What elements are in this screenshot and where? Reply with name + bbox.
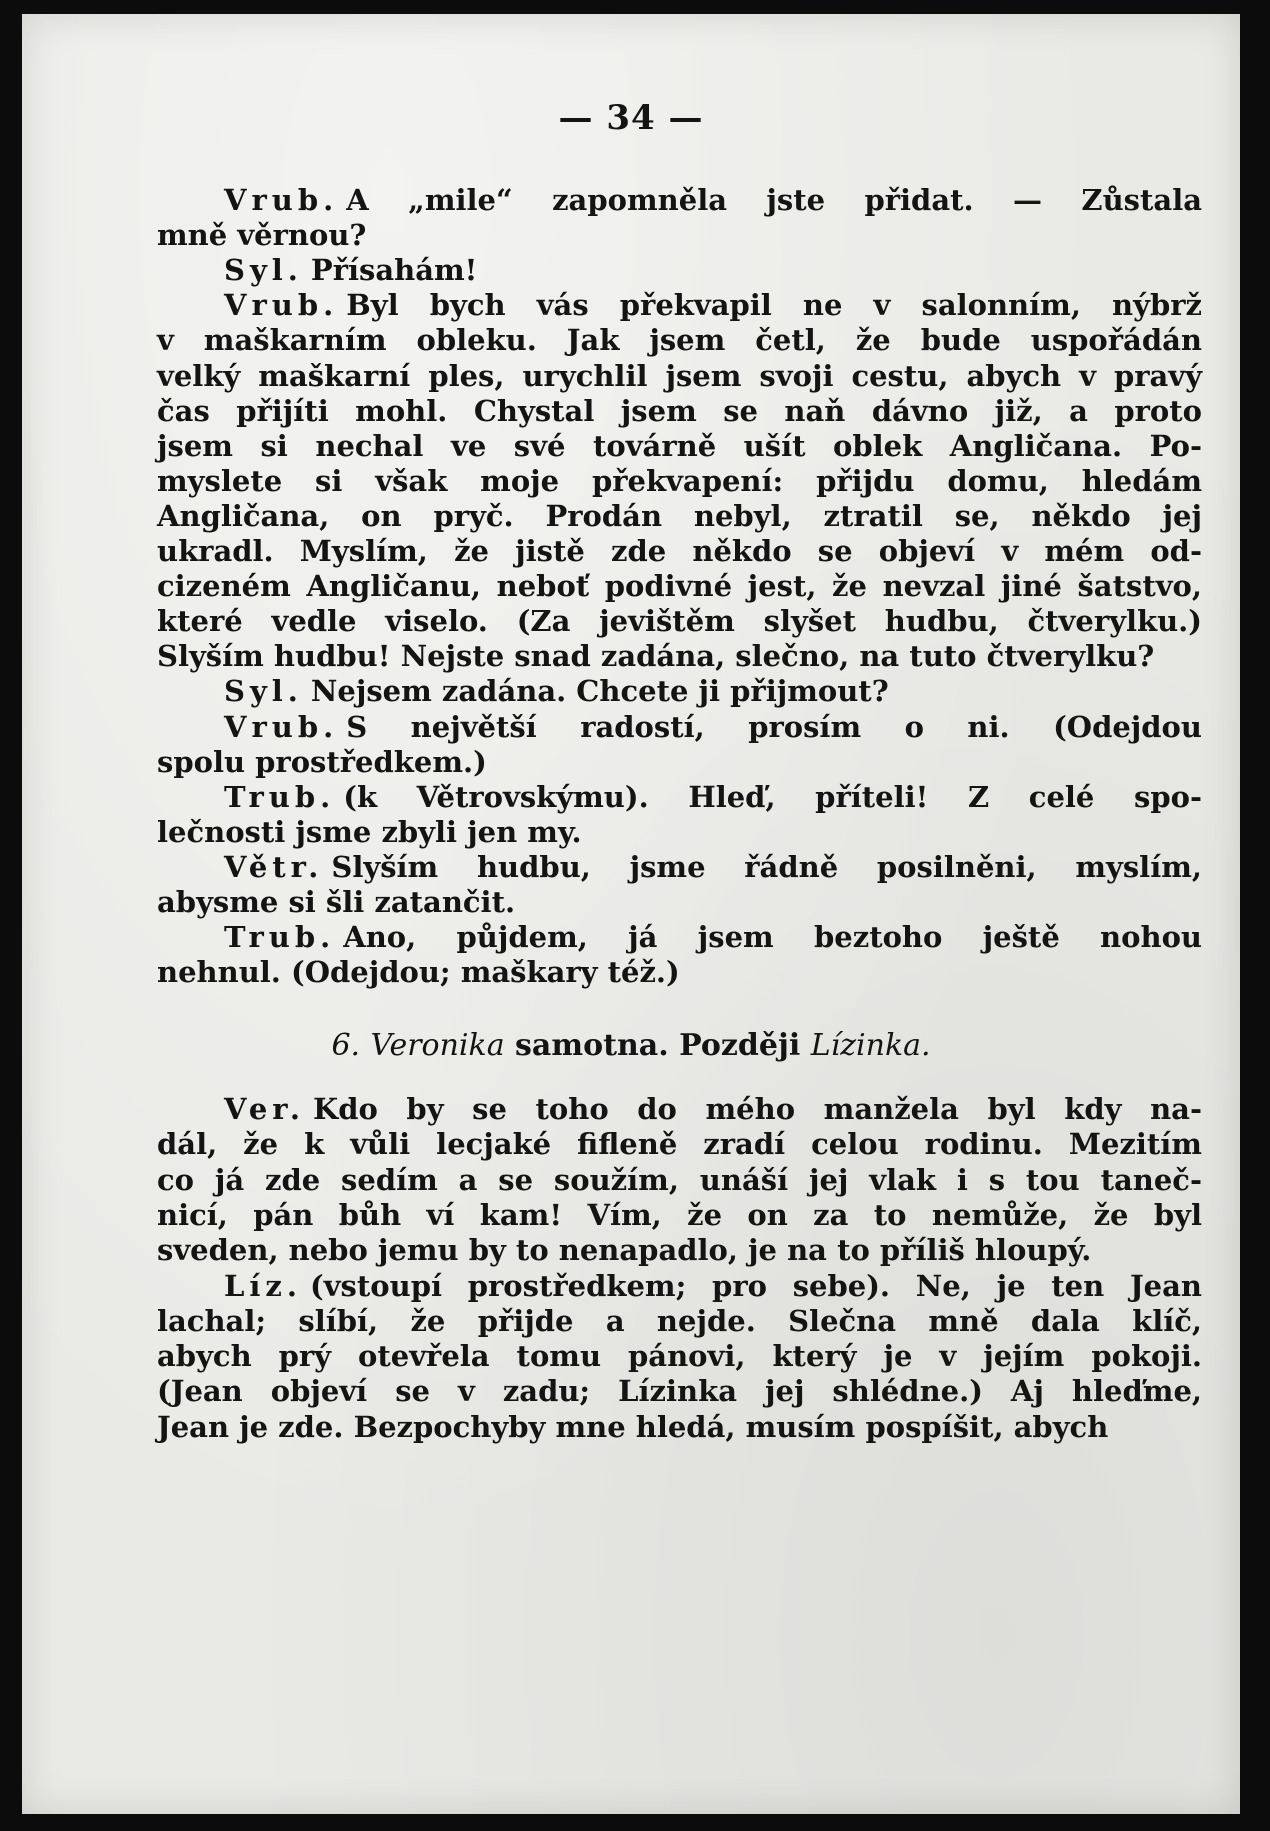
line-text: čas přijíti mohl. Chystal jsem se naň dávno již, a proto <box>157 393 1202 428</box>
line-text: Ano, půjdem, já jsem beztoho ještě nohou <box>343 920 1202 955</box>
text-line <box>224 671 1202 711</box>
line-text: Přísahám! <box>310 253 478 288</box>
line-text: v maškarním obleku. Jak jsem četl, že bude uspořádán <box>157 323 1202 358</box>
line-text: (vstoupí prostředkem; pro sebe). Ne, je ten Jean <box>309 1268 1202 1303</box>
text-line <box>157 215 1202 255</box>
text-line <box>157 320 1202 360</box>
text-line <box>224 847 1202 887</box>
speaker-name: Větr. <box>224 849 324 884</box>
text-line <box>157 1371 1202 1411</box>
text-line <box>157 356 1202 396</box>
text-line <box>224 1089 1202 1129</box>
line-text: lečnosti jsme zbyli jen my. <box>157 814 582 849</box>
line-text: nicí, pán bůh ví kam! Vím, že on za to nemůže, že byl <box>157 1197 1202 1232</box>
text-line <box>157 742 1202 782</box>
text-line <box>224 250 1202 290</box>
text-line <box>224 180 1202 220</box>
line-text: abych prý otevřela tomu pánovi, který je v jejím pokoji. <box>157 1339 1202 1374</box>
line-text: sveden, nebo jemu by to nenapadlo, je na to příliš hloupý. <box>157 1233 1092 1268</box>
line-text: Kdo by se toho do mého manžela byl kdy na- <box>313 1092 1202 1126</box>
speaker-name: Trub. <box>224 779 336 814</box>
text-line <box>157 1301 1202 1341</box>
line-text: ukradl. Myslím, že jistě zde někdo se objeví v mém od- <box>157 534 1202 568</box>
line-text: které vedle viselo. (Za jevištěm slyšet hudbu, čtverylku.) <box>157 604 1202 639</box>
scene-character-lizinka: Lízinka. <box>810 1028 931 1063</box>
text-line <box>157 601 1202 641</box>
line-text: myslete si však moje překvapení: přijdu domu, hledám <box>157 463 1202 498</box>
speaker-name: Vrub. <box>224 183 339 217</box>
text-line <box>224 285 1202 325</box>
line-text: cizeném Angličanu, neboť podivné jest, že nevzal jiné šatstvo, <box>157 569 1202 604</box>
scene-character-veronika: Veronika <box>370 1028 505 1063</box>
line-text: mně věrnou? <box>157 218 367 253</box>
line-text: A „mile“ zapomněla jste přidat. — Zůstala <box>346 183 1202 217</box>
scene-number: 6. <box>331 1028 361 1063</box>
speaker-name: Vrub. <box>224 288 339 323</box>
scene-heading-middle: samotna. Později <box>515 1028 801 1063</box>
text-line <box>157 1160 1202 1200</box>
text-line <box>157 882 1202 922</box>
line-text: nehnul. (Odejdou; maškary též.) <box>157 955 680 990</box>
text-line <box>157 952 1202 992</box>
page-number: — 34 — <box>558 98 704 138</box>
text-line <box>157 1407 1202 1447</box>
line-text: spolu prostředkem.) <box>157 744 487 779</box>
text-line <box>157 531 1202 571</box>
text-line <box>157 426 1202 466</box>
text-line <box>224 1266 1202 1306</box>
text-line <box>224 707 1202 747</box>
line-text: Angličana, on pryč. Prodán nebyl, ztratil se, někdo jej <box>157 498 1202 533</box>
line-text: Byl bych vás překvapil ne v salonním, nýbrž <box>346 288 1202 323</box>
speaker-name: Ver. <box>224 1092 306 1126</box>
text-line <box>224 917 1202 957</box>
line-text: dál, že k vůli lecjaké fifleně zradí celou rodinu. Mezitím <box>157 1127 1202 1162</box>
text-line <box>157 461 1202 501</box>
text-line <box>157 566 1202 606</box>
speaker-name: Vrub. <box>224 709 339 744</box>
scene-heading <box>22 1026 1240 1066</box>
speaker-name: Syl. <box>224 674 303 709</box>
speaker-name: Líz. <box>224 1268 302 1303</box>
text-line <box>224 777 1202 817</box>
line-text: Slyším hudbu, jsme řádně posilněni, myslím, <box>331 849 1202 884</box>
text-line <box>157 812 1202 852</box>
book-page <box>22 14 1240 1814</box>
text-line <box>157 1336 1202 1376</box>
text-line <box>157 496 1202 536</box>
text-line <box>157 1230 1202 1270</box>
line-text: Slyším hudbu! Nejste snad zadána, slečno, na tuto čtverylku? <box>157 639 1155 674</box>
line-text: velký maškarní ples, urychlil jsem svoji cestu, abych v pravý <box>157 358 1202 393</box>
line-text: (Jean objeví se v zadu; Lízinka jej shlédne.) Aj hleďme, <box>157 1374 1202 1409</box>
line-text: abysme si šli zatančit. <box>157 885 516 919</box>
speaker-name: Trub. <box>224 920 336 955</box>
line-text: S největší radostí, prosím o ni. (Odejdou <box>346 709 1202 744</box>
line-text: Nejsem zadána. Chcete ji přijmout? <box>310 674 889 709</box>
line-text: jsem si nechal ve své továrně ušít oblek Angličana. Po- <box>157 428 1202 463</box>
text-line <box>157 391 1202 431</box>
text-line <box>157 1195 1202 1235</box>
text-line <box>157 636 1202 676</box>
line-text: lachal; slíbí, že přijde a nejde. Slečna mně dala klíč, <box>157 1303 1202 1338</box>
line-text: Jean je zde. Bezpochyby mne hledá, musím pospíšit, abych <box>157 1409 1109 1444</box>
line-text: (k Větrovskýmu). Hleď, příteli! Z celé spo- <box>343 779 1202 814</box>
speaker-name: Syl. <box>224 253 303 288</box>
line-text: co já zde sedím a se soužím, unáší jej vlak i s tou taneč- <box>157 1162 1202 1197</box>
text-line <box>157 1124 1202 1164</box>
